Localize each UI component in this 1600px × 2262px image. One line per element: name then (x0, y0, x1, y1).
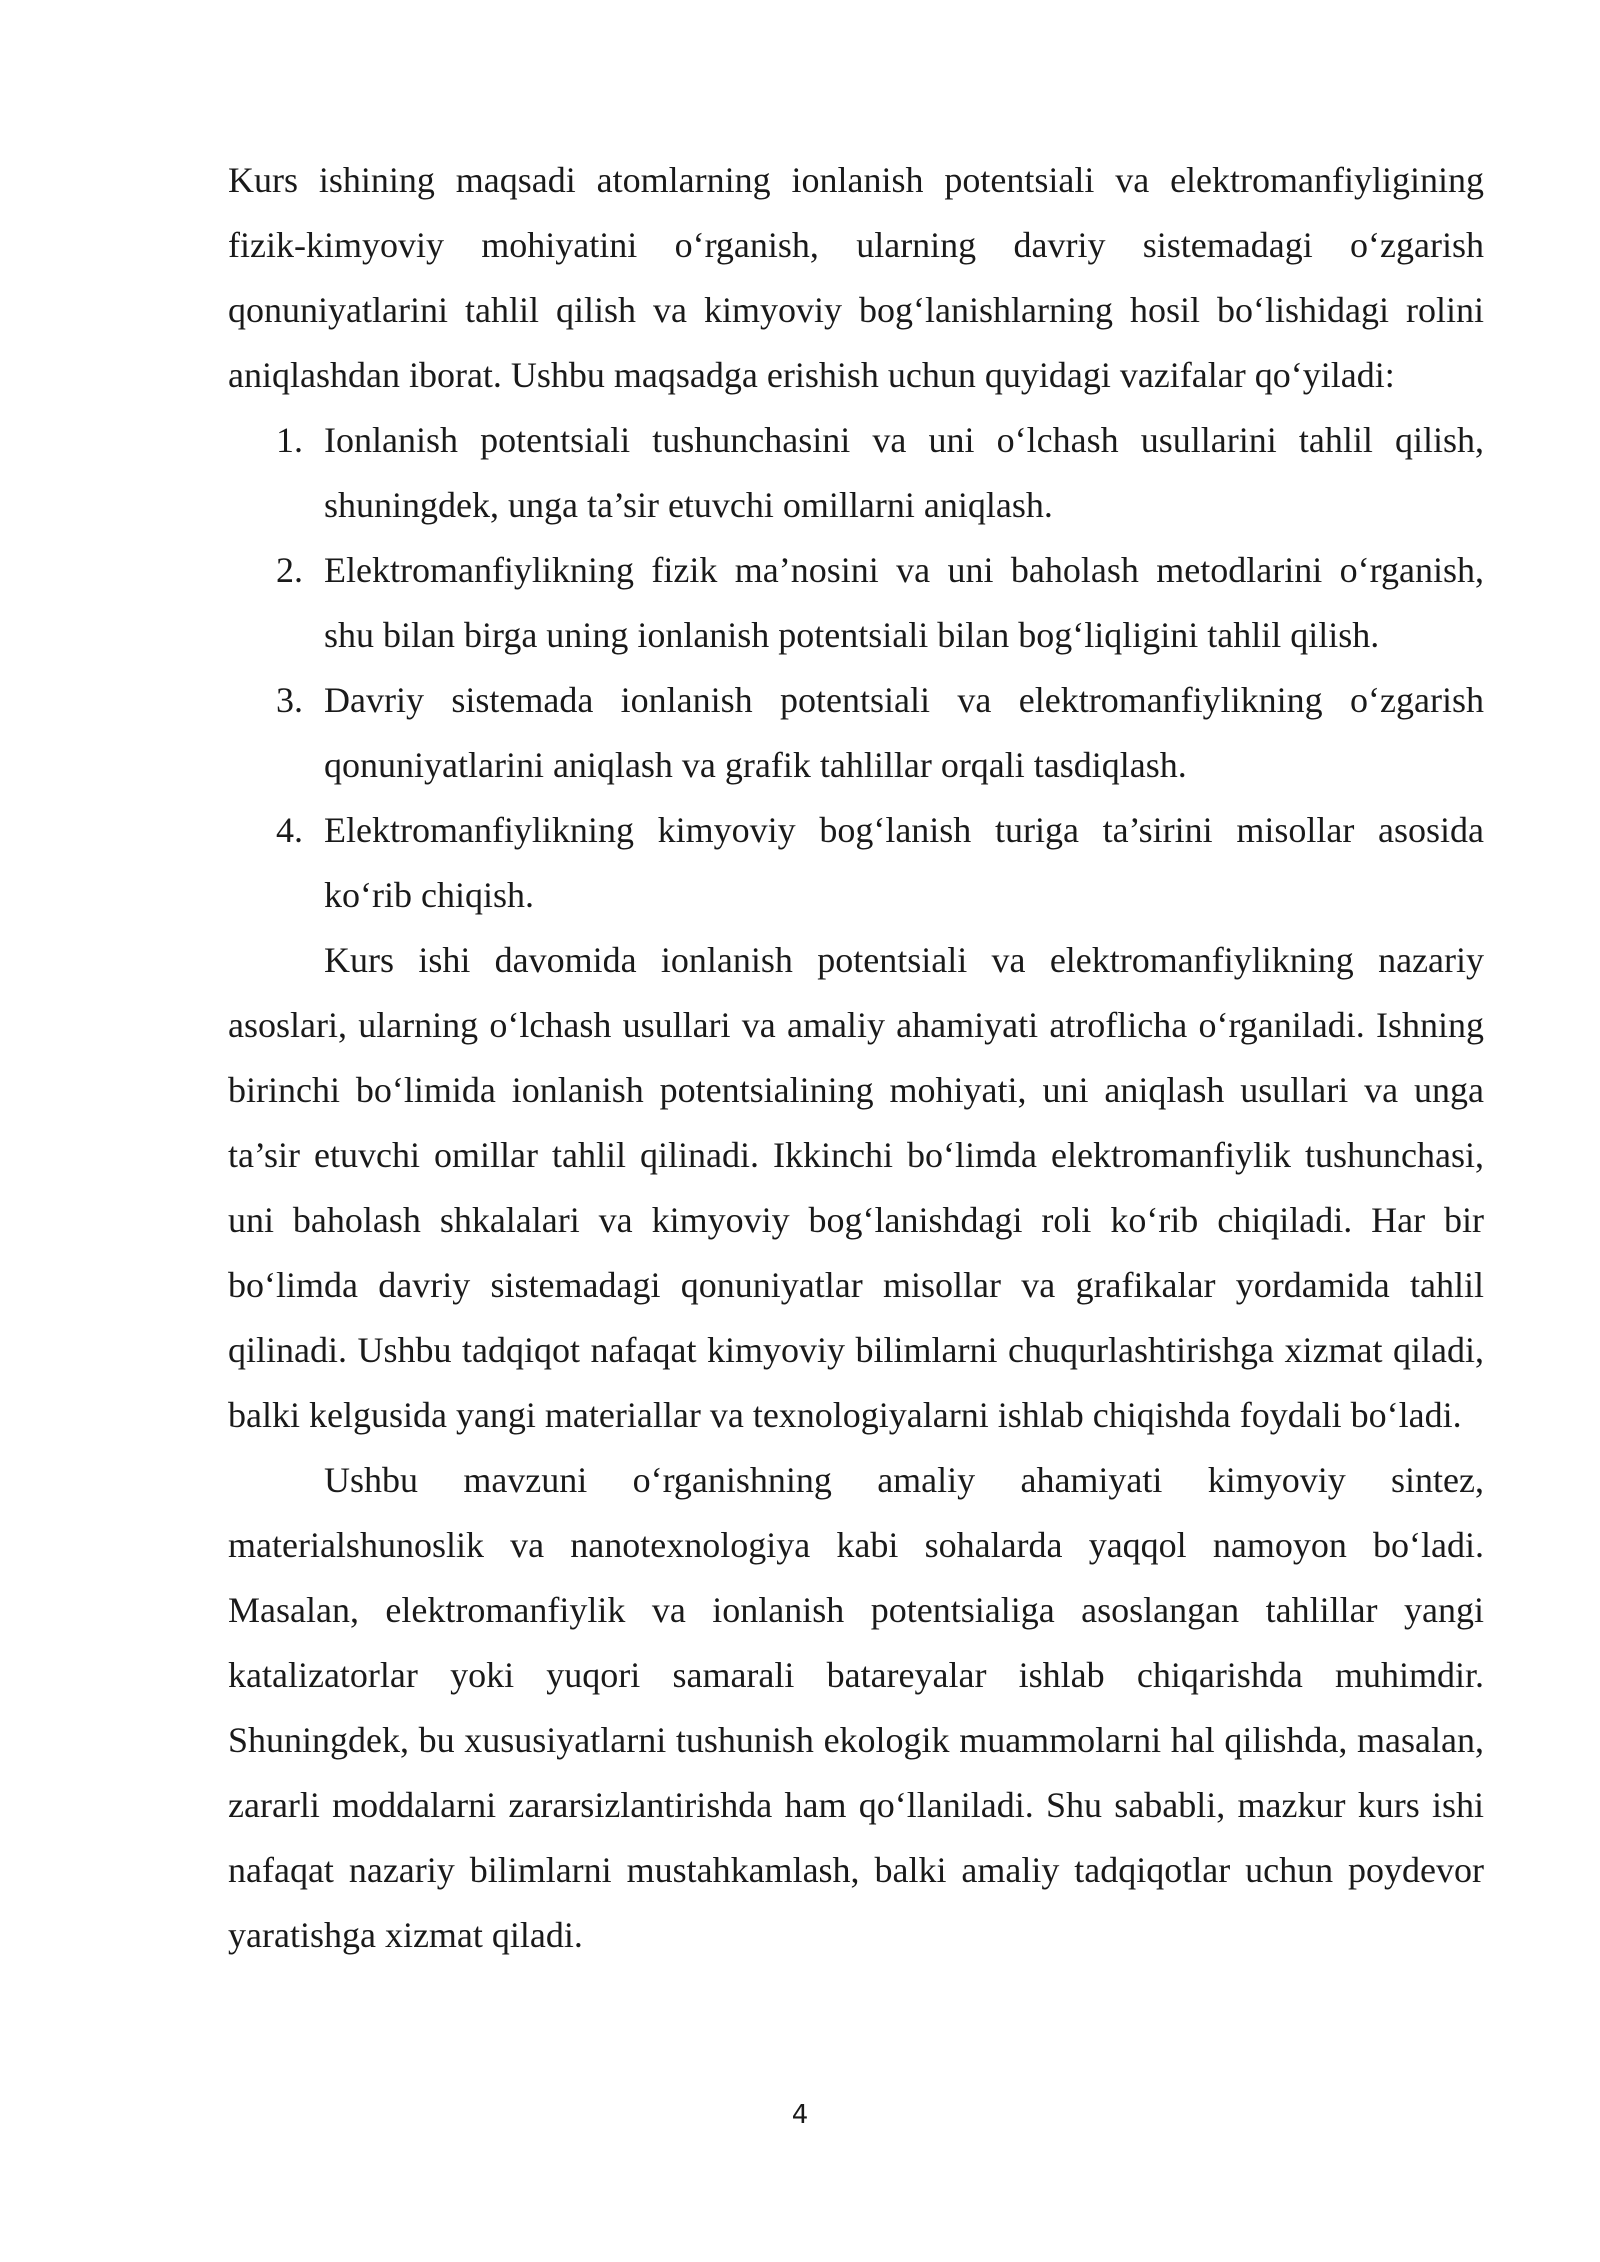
task-text: Elektromanfiylikning kimyoviy bog‘lanish turiga ta’sirini misollar asosida ko‘rib chiqish. (324, 810, 1484, 915)
task-item (276, 408, 1484, 538)
task-item (276, 798, 1484, 928)
task-number: 2. (276, 550, 303, 590)
task-text: Davriy sistemada ionlanish potentsiali va elektromanfiylikning o‘zgarish qonuniyatlarini aniqlash va grafik tahlillar orqali tasdiqlash. (324, 680, 1484, 785)
task-item (276, 668, 1484, 798)
task-text: Ionlanish potentsiali tushunchasini va uni o‘lchash usullarini tahlil qilish, shuningdek, unga ta’sir etuvchi omillarni aniqlash. (324, 420, 1484, 525)
page-body (228, 148, 1484, 1968)
page-number: 4 (791, 2100, 809, 2130)
task-number: 1. (276, 420, 303, 460)
task-text: Elektromanfiylikning fizik ma’nosini va uni baholash metodlarini o‘rganish, shu bilan birga uning ionlanish potentsiali bilan bog‘liqligini tahlil qilish. (324, 550, 1484, 655)
intro-paragraph: Kurs ishining maqsadi atomlarning ionlanish potentsiali va elektromanfiyligining fizik-kimyoviy mohiyatini o‘rganish, ularning davriy sistemadagi o‘zgarish qonuniyatlarini tahlil qilish va kimyoviy bog‘lanishlarning hosil bo‘lishidagi rolini aniqlashdan iborat. Ushbu maqsadga erishish uchun quyidagi vazifalar qo‘yiladi: (228, 160, 1484, 395)
body-paragraph-significance: Ushbu mavzuni o‘rganishning amaliy ahamiyati kimyoviy sintez, materialshunoslik va nanotexnologiya kabi sohalarda yaqqol namoyon bo‘ladi. Masalan, elektromanfiylik va ionlanish potentsialiga asoslangan tahlillar yangi katalizatorlar yoki yuqori samarali batareyalar ishlab chiqarishda muhimdir. Shuningdek, bu xususiyatlarni tushunish ekologik muammolarni hal qilishda, masalan, zararli moddalarni zararsizlantirishda ham qo‘llaniladi. Shu sababli, mazkur kurs ishi nafaqat nazariy bilimlarni mustahkamlash, balki amaliy tadqiqotlar uchun poydevor yaratishga xizmat qiladi. (228, 1460, 1484, 1955)
body-paragraph-structure: Kurs ishi davomida ionlanish potentsiali va elektromanfiylikning nazariy asoslari, ularning o‘lchash usullari va amaliy ahamiyati atroflicha o‘rganiladi. Ishning birinchi bo‘limida ionlanish potentsialining mohiyati, uni aniqlash usullari va unga ta’sir etuvchi omillar tahlil qilinadi. Ikkinchi bo‘limda elektromanfiylik tushunchasi, uni baholash shkalalari va kimyoviy bog‘lanishdagi roli ko‘rib chiqiladi. Har bir bo‘limda davriy sistemadagi qonuniyatlar misollar va grafikalar yordamida tahlil qilinadi. Ushbu tadqiqot nafaqat kimyoviy bilimlarni chuqurlashtirishga xizmat qiladi, balki kelgusida yangi materiallar va texnologiyalarni ishlab chiqishda foydali bo‘ladi. (228, 940, 1484, 1435)
task-list (228, 408, 1484, 928)
task-number: 3. (276, 680, 303, 720)
task-item (276, 538, 1484, 668)
task-number: 4. (276, 810, 303, 850)
